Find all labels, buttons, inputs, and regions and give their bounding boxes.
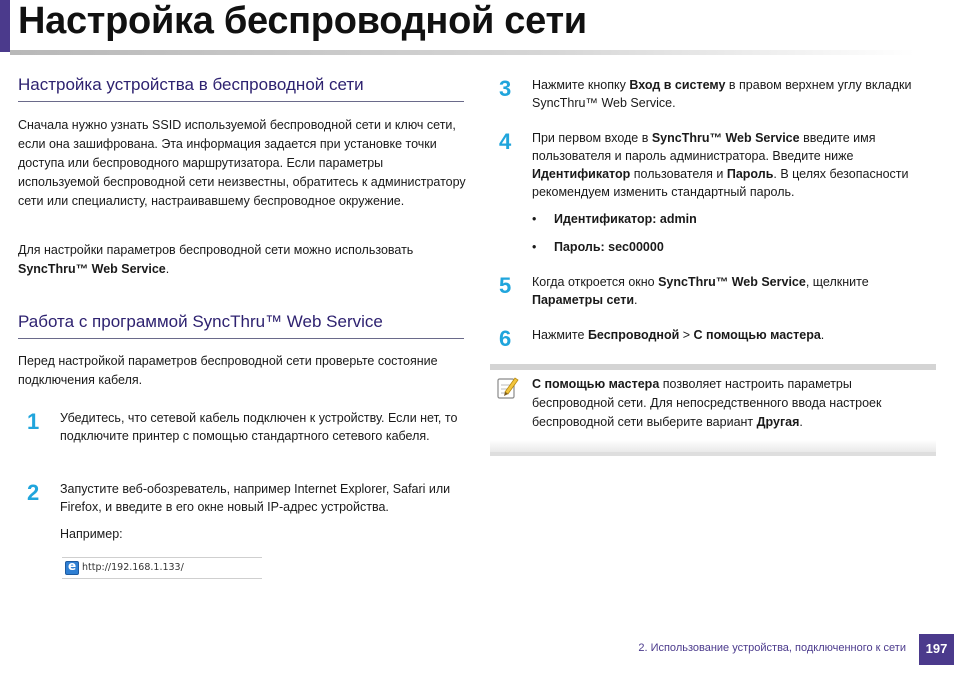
step-text-6: Нажмите Беспроводной > С помощью мастера. bbox=[532, 328, 825, 342]
step-text-3: Нажмите кнопку Вход в систему в правом верхнем углу вкладки SyncThru™ Web Service. bbox=[532, 78, 912, 110]
step-text-1: Убедитесь, что сетевой кабель подключен к устройству. Если нет, то подключите принтер с помощью стандартного сетевого кабеля. bbox=[60, 411, 458, 443]
bullet-dot: • bbox=[532, 212, 537, 226]
internet-explorer-icon bbox=[65, 561, 79, 575]
step-number-1: 1 bbox=[27, 409, 40, 434]
section-heading-device-setup: Настройка устройства в беспроводной сети bbox=[18, 75, 464, 102]
step-text-2: Запустите веб-обозреватель, например Internet Explorer, Safari или Firefox, и введите в его окне новый IP-адрес устройства. bbox=[60, 482, 451, 514]
title-accent-bar bbox=[0, 0, 10, 52]
cable-check-paragraph: Перед настройкой параметров беспроводной сети проверьте состояние подключения кабеля. bbox=[18, 354, 438, 387]
section-heading-syncthru: Работа с программой SyncThru™ Web Service bbox=[18, 312, 464, 339]
step-text-4: При первом входе в SyncThru™ Web Service введите имя пользователя и пароль администратора. Введите ниже Идентификатор пользователя и Пароль. В целях безопасности рекомендуем изменить стандартный пароль. bbox=[532, 131, 909, 199]
example-label: Например: bbox=[60, 527, 123, 541]
bullet-text-password: Пароль: sec00000 bbox=[554, 240, 664, 254]
address-url: http://192.168.1.133/ bbox=[82, 562, 184, 573]
note-text: С помощью мастера позволяет настроить параметры беспроводной сети. Для непосредственного ввода настроек беспроводной сети выберите вариант Другая. bbox=[532, 377, 882, 429]
page-title: Настройка беспроводной сети bbox=[18, 0, 587, 42]
step-number-6: 6 bbox=[499, 326, 512, 351]
intro-paragraph: Сначала нужно узнать SSID используемой беспроводной сети и ключ сети, если она зашифрована. Эта информация задается при установке точки доступа или беспроводного маршрутизатора. Если параметры используемой беспроводной сети неизвестны, обратитесь к администратору сети или специалисту, настраивавшему беспроводное окружение. bbox=[18, 118, 466, 208]
bullet-dot: • bbox=[532, 240, 537, 254]
note-pencil-icon bbox=[496, 375, 520, 401]
step-number-4: 4 bbox=[499, 129, 512, 154]
bullet-text-login-id: Идентификатор: admin bbox=[554, 212, 697, 226]
syncthru-paragraph: Для настройки параметров беспроводной сети можно использовать SyncThru™ Web Service. bbox=[18, 243, 414, 276]
step-number-3: 3 bbox=[499, 76, 512, 101]
step-number-2: 2 bbox=[27, 480, 40, 505]
browser-address-bar bbox=[62, 557, 262, 579]
title-divider bbox=[10, 50, 915, 55]
step-text-5: Когда откроется окно SyncThru™ Web Service, щелкните Параметры сети. bbox=[532, 275, 869, 307]
footer-chapter-title: 2. Использование устройства, подключенного к сети bbox=[638, 642, 906, 654]
step-number-5: 5 bbox=[499, 273, 512, 298]
page-number: 197 bbox=[919, 634, 954, 665]
